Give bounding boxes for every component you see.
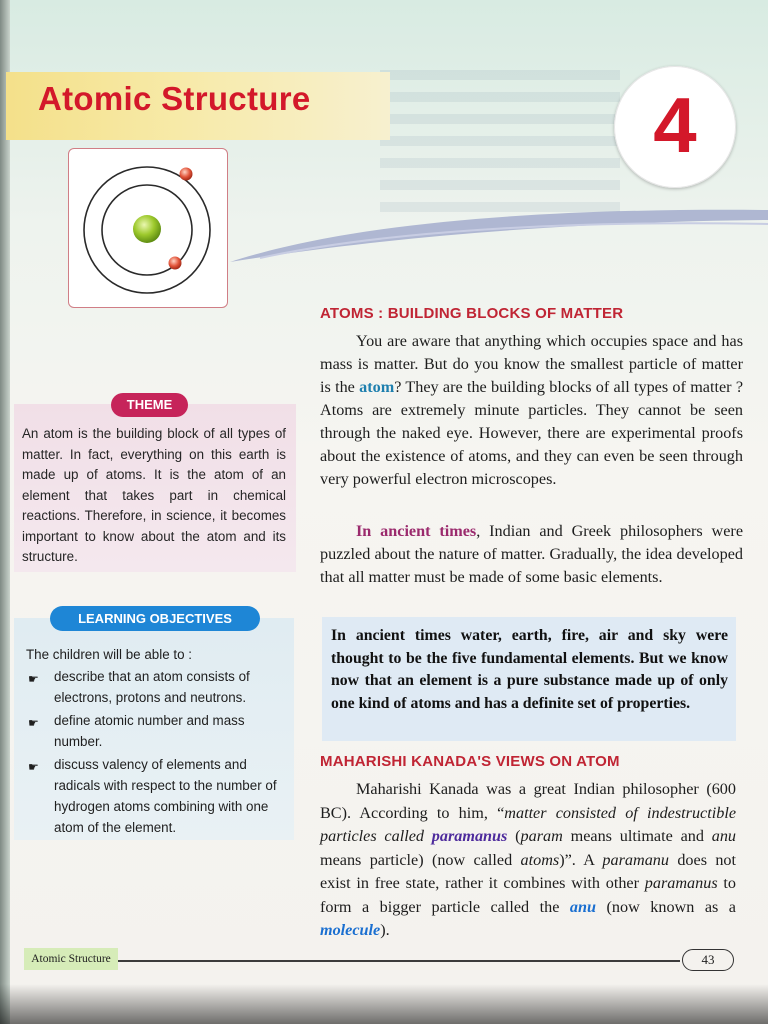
atom-illustration	[68, 148, 228, 308]
section-heading-kanada: MAHARISHI KANADA'S VIEWS ON ATOM	[320, 753, 620, 770]
footer-rule	[118, 960, 680, 962]
chapter-number: 4	[653, 81, 697, 169]
pointing-hand-icon: ☛	[28, 716, 39, 730]
theme-label: THEME	[111, 393, 188, 417]
section-heading-atoms: ATOMS : BUILDING BLOCKS OF MATTER	[320, 305, 624, 322]
objective-item: ☛ define atomic number and mass number.	[28, 713, 245, 749]
learning-objectives-list	[26, 666, 284, 840]
keyword-paramanus: paramanus	[431, 827, 508, 845]
chapter-number-badge	[614, 66, 736, 188]
page-bottom-shadow	[0, 984, 768, 1024]
note-box	[322, 617, 736, 741]
pointing-hand-icon: ☛	[28, 672, 39, 686]
learning-objectives-intro: The children will be able to :	[26, 647, 192, 662]
keyword-molecule: molecule	[320, 921, 381, 939]
objective-item: ☛ describe that an atom consists of electrons, protons and neutrons.	[28, 669, 250, 705]
paragraph-kanada: Maharishi Kanada was a great Indian philosopher (600 BC). According to him, “matter consisted of indestructible particles called paramanus (param means ultimate and anu means particle) (now called atoms)”. A paramanu does not exist in free state, rather it combines with other paramanus to form a bigger particle called the anu (now known as a molecule).	[320, 780, 737, 939]
objective-item: ☛ discuss valency of elements and radicals with respect to the number of hydrogen atoms combining with one atom of the element.	[28, 757, 277, 835]
footer-chapter-label: Atomic Structure	[24, 948, 118, 970]
note-text: In ancient times water, earth, fire, air and sky were thought to be the five fundamental elements. But we know now that an element is a pure substance made up of only one kind of atoms and has a definite set of properties.	[331, 627, 728, 712]
keyword-atom: atom	[359, 378, 395, 396]
theme-text: An atom is the building block of all types of matter. In fact, everything on this earth is made up of atoms. It is the atom of an element that takes part in chemical reactions. Therefore, in science, it becomes important to know about the atom and its structure.	[22, 426, 286, 564]
learning-objectives-label: LEARNING OBJECTIVES	[50, 606, 260, 631]
pointing-hand-icon: ☛	[28, 760, 39, 774]
keyword-ancient-times: In ancient times	[356, 522, 477, 540]
page-number: 43	[682, 949, 734, 971]
atom-model-icon	[69, 149, 227, 307]
paragraph-atoms: You are aware that anything which occupies space and has mass is matter. But do you know the smallest particle of matter is the atom? They are the building blocks of all types of matter ? Atoms are extremely minute particles. They cannot be seen through the naked eye. However, there are experimental proofs about the existence of atoms, and they can even be seen through very powerful electron microscopes.	[320, 332, 744, 488]
paragraph-ancient-times: In ancient times, Indian and Greek philosophers were puzzled about the nature of matter. Gradually, the idea developed that all matter must be made of some basic elements.	[320, 522, 744, 586]
chapter-title: Atomic Structure	[38, 80, 311, 117]
book-spine-shadow	[0, 0, 10, 1024]
keyword-anu: anu	[569, 897, 597, 916]
